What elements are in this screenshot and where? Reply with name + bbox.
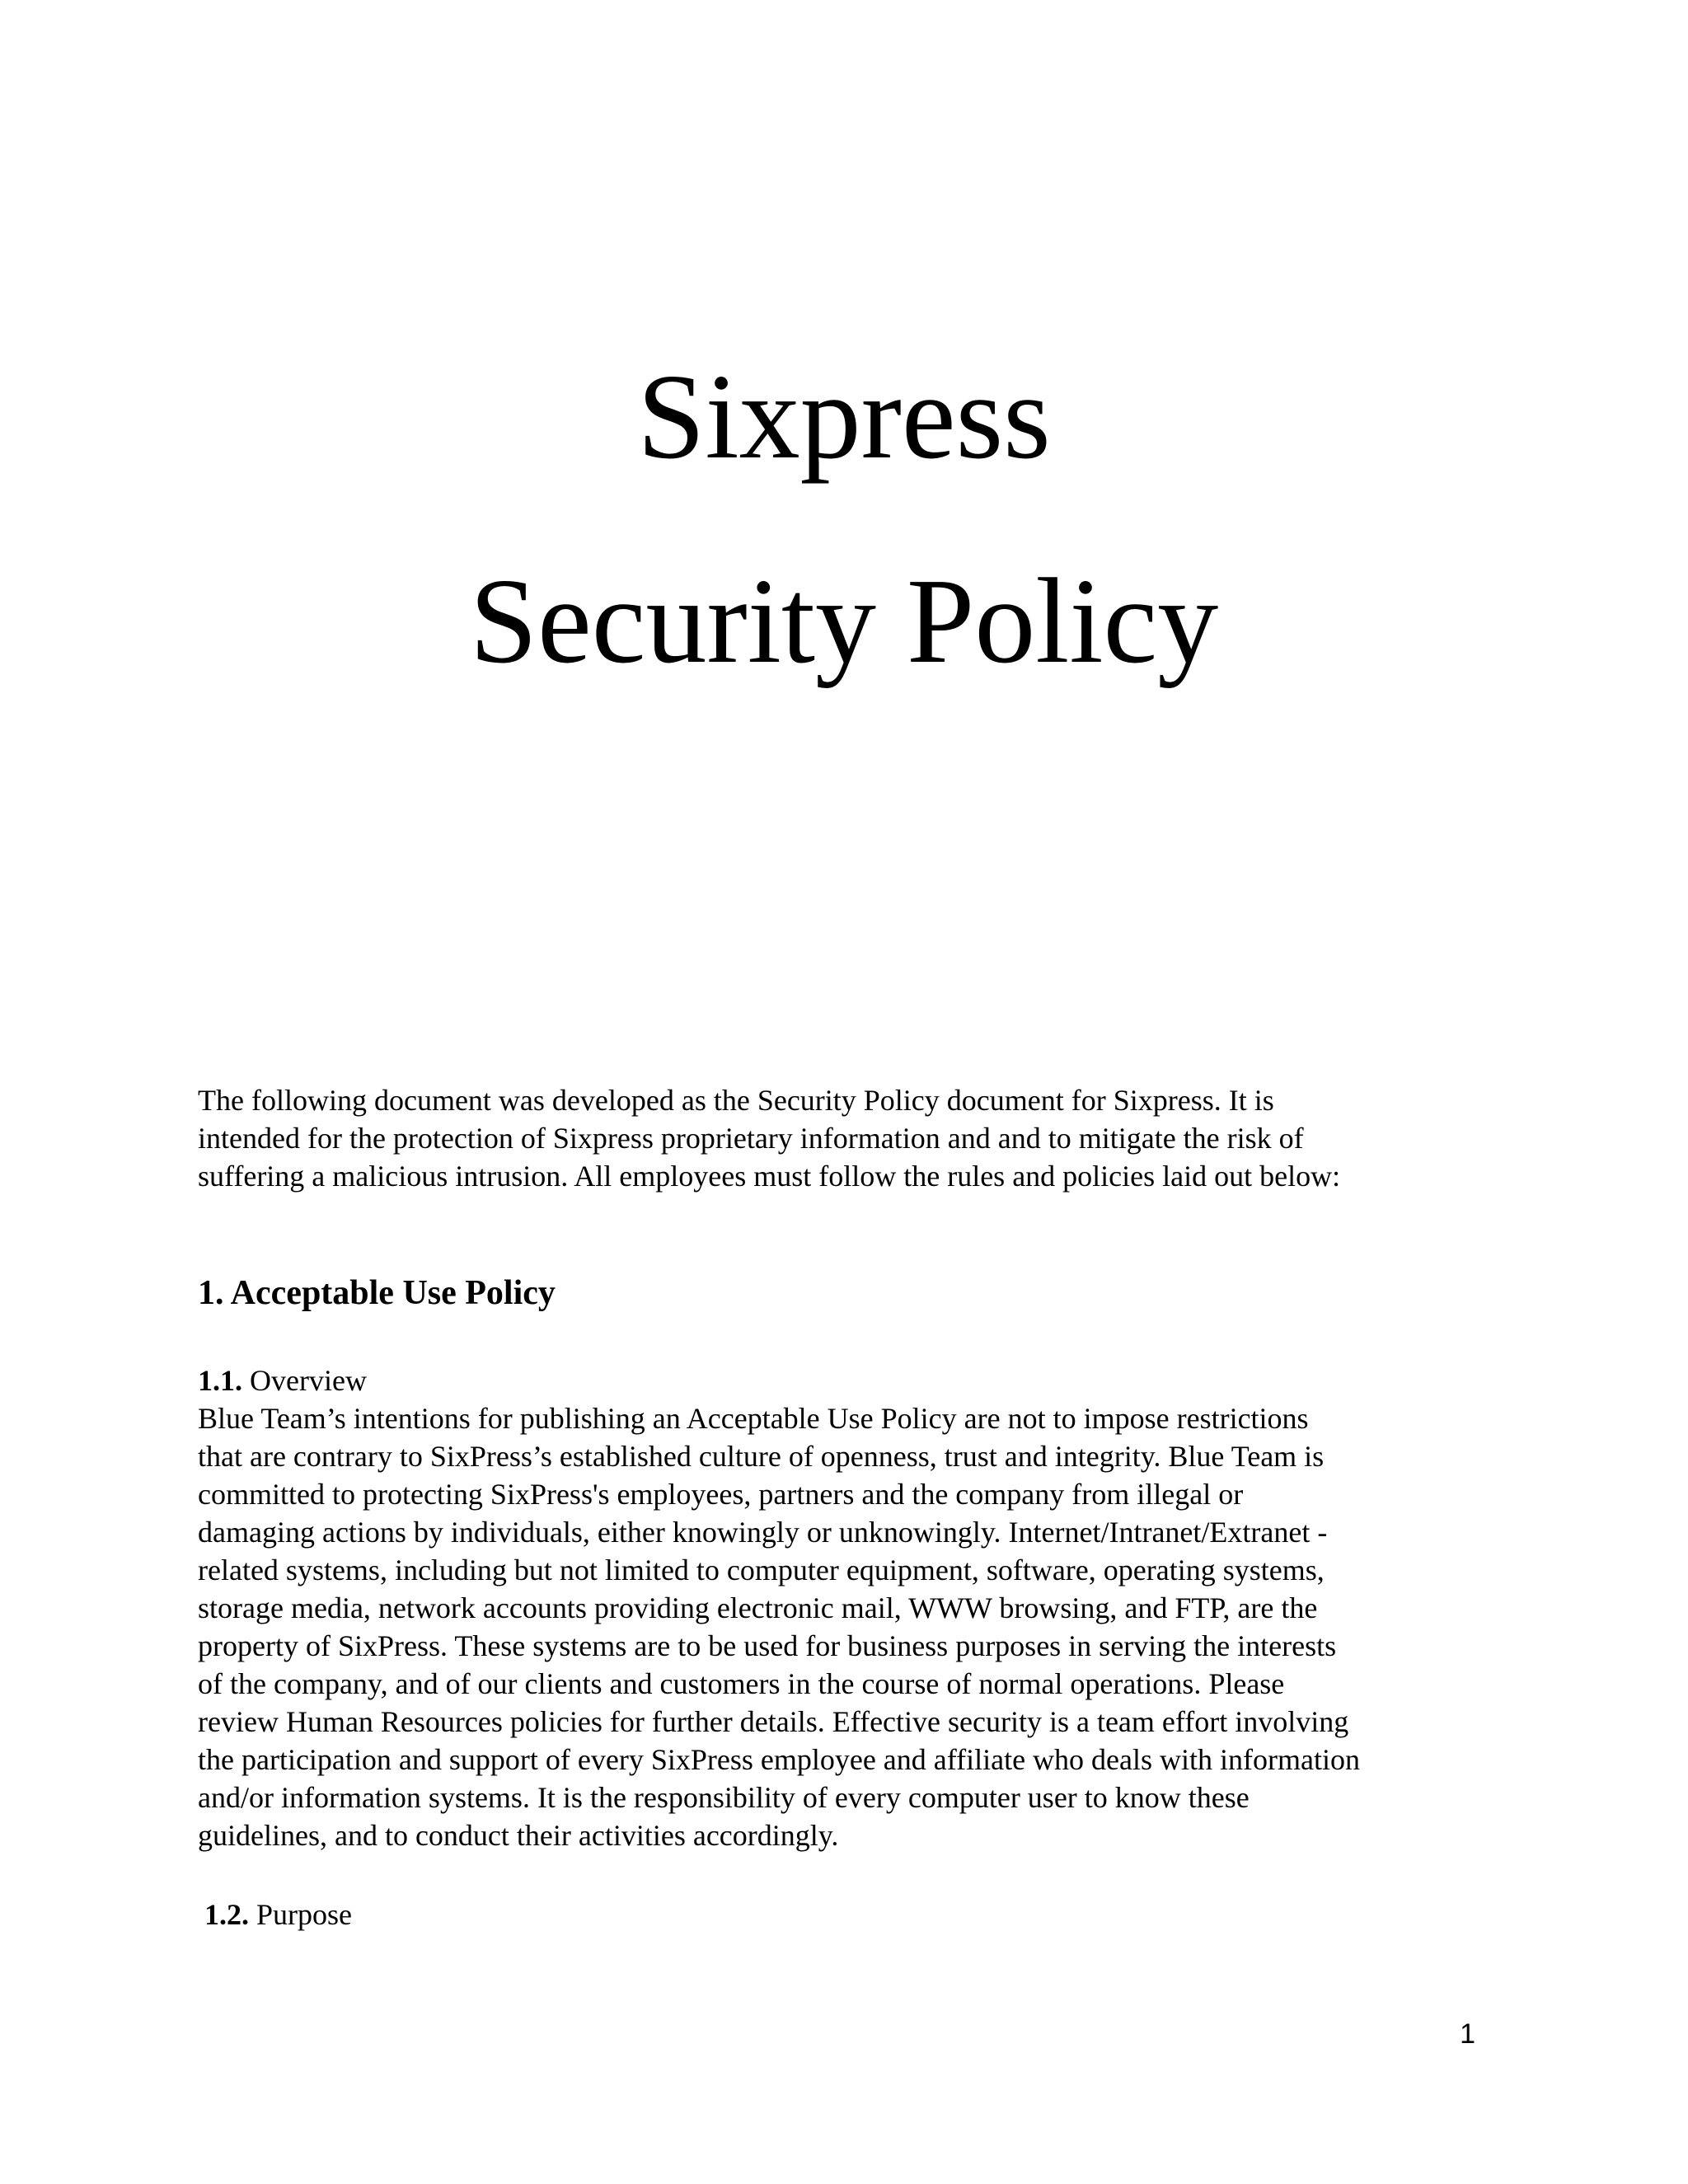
document-title-line-2: Security Policy <box>469 554 1219 689</box>
intro-line: intended for the protection of Sixpress proprietary information and and to mitigate the risk of <box>198 1122 1304 1155</box>
overview-line: property of SixPress. These systems are to be used for business purposes in serving the interests <box>198 1629 1337 1662</box>
overview-line: the participation and support of every SixPress employee and affiliate who deals with information <box>198 1743 1360 1776</box>
overview-line: storage media, network accounts providing electronic mail, WWW browsing, and FTP, are the <box>198 1591 1318 1624</box>
subsection-number: 1.1. <box>198 1364 242 1397</box>
overview-line: committed to protecting SixPress's employees, partners and the company from illegal or <box>198 1478 1244 1511</box>
overview-line: related systems, including but not limited to computer equipment, software, operating systems, <box>198 1554 1325 1586</box>
overview-line: guidelines, and to conduct their activities accordingly. <box>198 1819 839 1852</box>
intro-line: The following document was developed as the Security Policy document for Sixpress. It is <box>198 1084 1274 1117</box>
overview-line: and/or information systems. It is the responsibility of every computer user to know these <box>198 1781 1250 1814</box>
intro-line: suffering a malicious intrusion. All employees must follow the rules and policies laid out below: <box>198 1160 1341 1193</box>
subsection-label: Purpose <box>256 1898 352 1931</box>
overview-line: damaging actions by individuals, either knowingly or unknowingly. Internet/Intranet/Extranet - <box>198 1516 1328 1549</box>
overview-line: of the company, and of our clients and customers in the course of normal operations. Please <box>198 1667 1285 1700</box>
subsection-heading-overview <box>198 1361 367 1399</box>
overview-line: review Human Resources policies for further details. Effective security is a team effort involving <box>198 1705 1349 1738</box>
intro-paragraph <box>198 1081 1500 1195</box>
overview-paragraph <box>198 1399 1500 1854</box>
page-number: 1 <box>1460 2018 1475 2050</box>
overview-line: Blue Team’s intentions for publishing an Acceptable Use Policy are not to impose restrictions <box>198 1402 1309 1435</box>
subsection-label: Overview <box>250 1364 367 1397</box>
subsection-number: 1.2. <box>204 1898 249 1931</box>
section-heading-acceptable-use: 1. Acceptable Use Policy <box>198 1274 556 1312</box>
overview-line: that are contrary to SixPress’s established culture of openness, trust and integrity. Blue Team is <box>198 1440 1325 1473</box>
document-title-line-1: Sixpress <box>637 349 1051 485</box>
subsection-heading-purpose <box>204 1896 352 1933</box>
